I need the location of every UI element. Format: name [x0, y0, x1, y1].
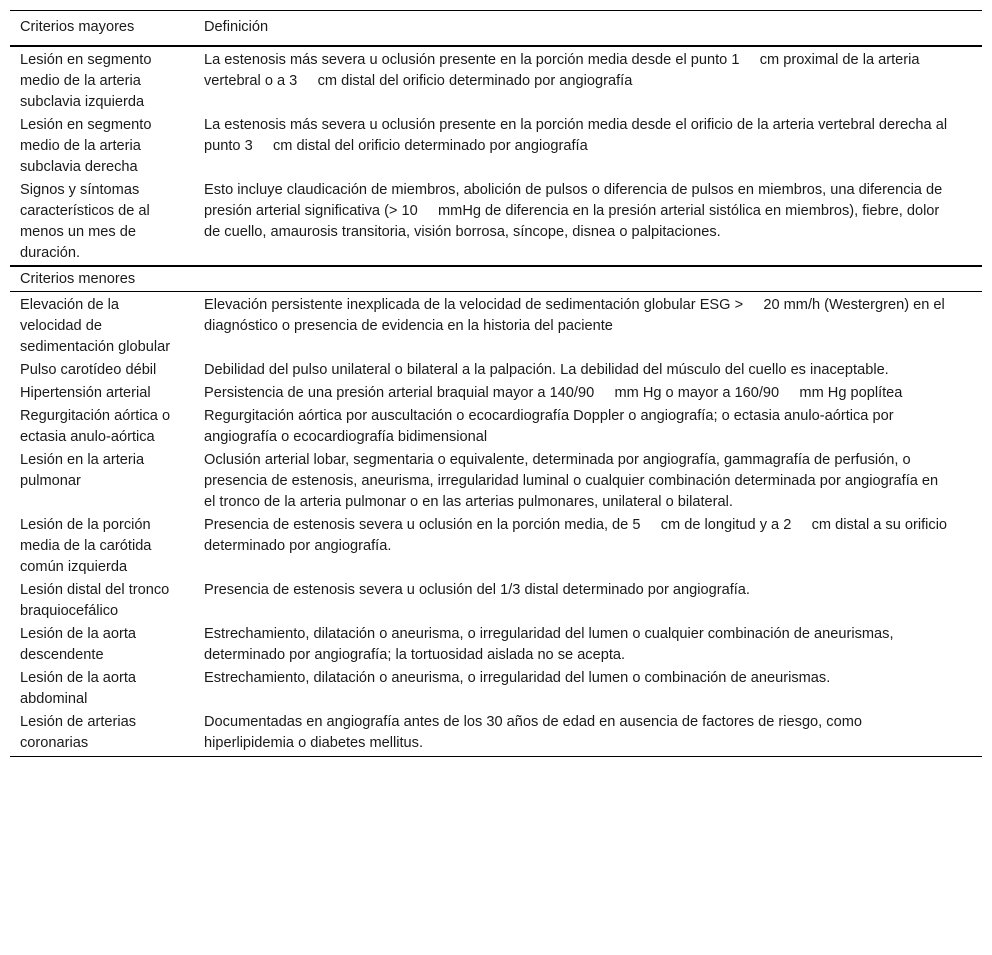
- table-row: [10, 382, 982, 405]
- criterion-cell: Hipertensión arterial: [20, 385, 151, 401]
- criterion-cell: Signos y síntomas característicos de al menos un mes de duración.: [20, 182, 150, 261]
- definition-cell: Regurgitación aórtica por auscultación o ecocardiografía Doppler o angiografía; o ectasia anulo-aórtica por angiografía o ecocardiografía bidimensional: [204, 408, 898, 445]
- table-row: [10, 46, 982, 114]
- header-criteria: Criterios mayores: [10, 11, 190, 47]
- table-row: [10, 359, 982, 382]
- minor-criteria-heading: Criterios menores: [10, 266, 982, 292]
- definition-cell: La estenosis más severa u oclusión presente en la porción media desde el punto 1 cm proximal de la arteria vertebral o a 3 cm distal del orificio determinado por angiografía: [204, 52, 924, 89]
- criterion-cell: Lesión en la arteria pulmonar: [20, 452, 145, 489]
- table-row: [10, 711, 982, 757]
- definition-cell: Debilidad del pulso unilateral o bilateral a la palpación. La debilidad del músculo del cuello es inaceptable.: [204, 362, 889, 378]
- criterion-cell: Lesión de la aorta abdominal: [20, 670, 137, 707]
- definition-cell: Documentadas en angiografía antes de los 30 años de edad en ausencia de factores de riesgo, como hiperlipidemia o diabetes mellitus.: [190, 711, 982, 757]
- definition-cell: Presencia de estenosis severa u oclusión del 1/3 distal determinado por angiografía.: [204, 582, 750, 598]
- section-header-minor: [10, 266, 982, 292]
- criterion-cell: Lesión distal del tronco braquiocefálico: [20, 582, 170, 619]
- criterion-cell: Lesión de arterias coronarias: [10, 711, 190, 757]
- definition-cell: Estrechamiento, dilatación o aneurisma, o irregularidad del lumen o combinación de aneurismas.: [204, 670, 831, 686]
- criterion-cell: Elevación de la velocidad de sedimentación globular: [20, 297, 171, 355]
- definition-cell: Presencia de estenosis severa u oclusión en la porción media, de 5 cm de longitud y a 2 cm distal a su orificio determinado por angiografía.: [204, 517, 952, 554]
- criterion-cell: Lesión en segmento medio de la arteria subclavia izquierda: [20, 52, 152, 110]
- table-row: [10, 667, 982, 711]
- definition-cell: Oclusión arterial lobar, segmentaria o equivalente, determinada por angiografía, gammagrafía de perfusión, o presencia de estenosis, aneurisma, irregularidad luminal o cualquier combinación determinada por angiografía en el tronco de la arteria pulmonar o en las arterias pulmonares, unilateral o bilateral.: [204, 452, 943, 510]
- table-header-row: [10, 11, 982, 47]
- definition-cell: Esto incluye claudicación de miembros, abolición de pulsos o diferencia de pulsos en miembros, una diferencia de presión arterial significativa (> 10 mmHg de diferencia en la presión arterial sistólica en miembros), fiebre, dolor de cuello, amaurosis transitoria, visión borrosa, síncope, disnea o palpitaciones.: [204, 182, 947, 240]
- table-row: [10, 292, 982, 360]
- definition-cell: Elevación persistente inexplicada de la velocidad de sedimentación globular ESG > 20 mm/h (Westergren) en el diagnóstico o presencia de evidencia en la historia del paciente: [204, 297, 949, 334]
- table-row: [10, 405, 982, 449]
- definition-cell: La estenosis más severa u oclusión presente en la porción media desde el orificio de la arteria vertebral derecha al punto 3 cm distal del orificio determinado por angiografía: [204, 117, 952, 154]
- table-row: [10, 449, 982, 514]
- table-row: [10, 179, 982, 266]
- table-row: [10, 579, 982, 623]
- table-row: [10, 114, 982, 179]
- criterion-cell: Lesión de la aorta descendente: [20, 626, 137, 663]
- definition-cell: Persistencia de una presión arterial braquial mayor a 140/90 mm Hg o mayor a 160/90 mm Hg poplítea: [204, 385, 903, 401]
- criterion-cell: Lesión de la porción media de la carótida común izquierda: [20, 517, 152, 575]
- criterion-cell: Lesión en segmento medio de la arteria subclavia derecha: [20, 117, 152, 175]
- table-row: [10, 623, 982, 667]
- definition-cell: Estrechamiento, dilatación o aneurisma, o irregularidad del lumen o cualquier combinación de aneurismas, determinado por angiografía; la tortuosidad aislada no se acepta.: [204, 626, 898, 663]
- table-row: [10, 514, 982, 579]
- criteria-table: [10, 10, 982, 757]
- criterion-cell: Regurgitación aórtica o ectasia anulo-aórtica: [20, 408, 171, 445]
- criterion-cell: Pulso carotídeo débil: [20, 362, 157, 378]
- header-definition: Definición: [190, 11, 982, 47]
